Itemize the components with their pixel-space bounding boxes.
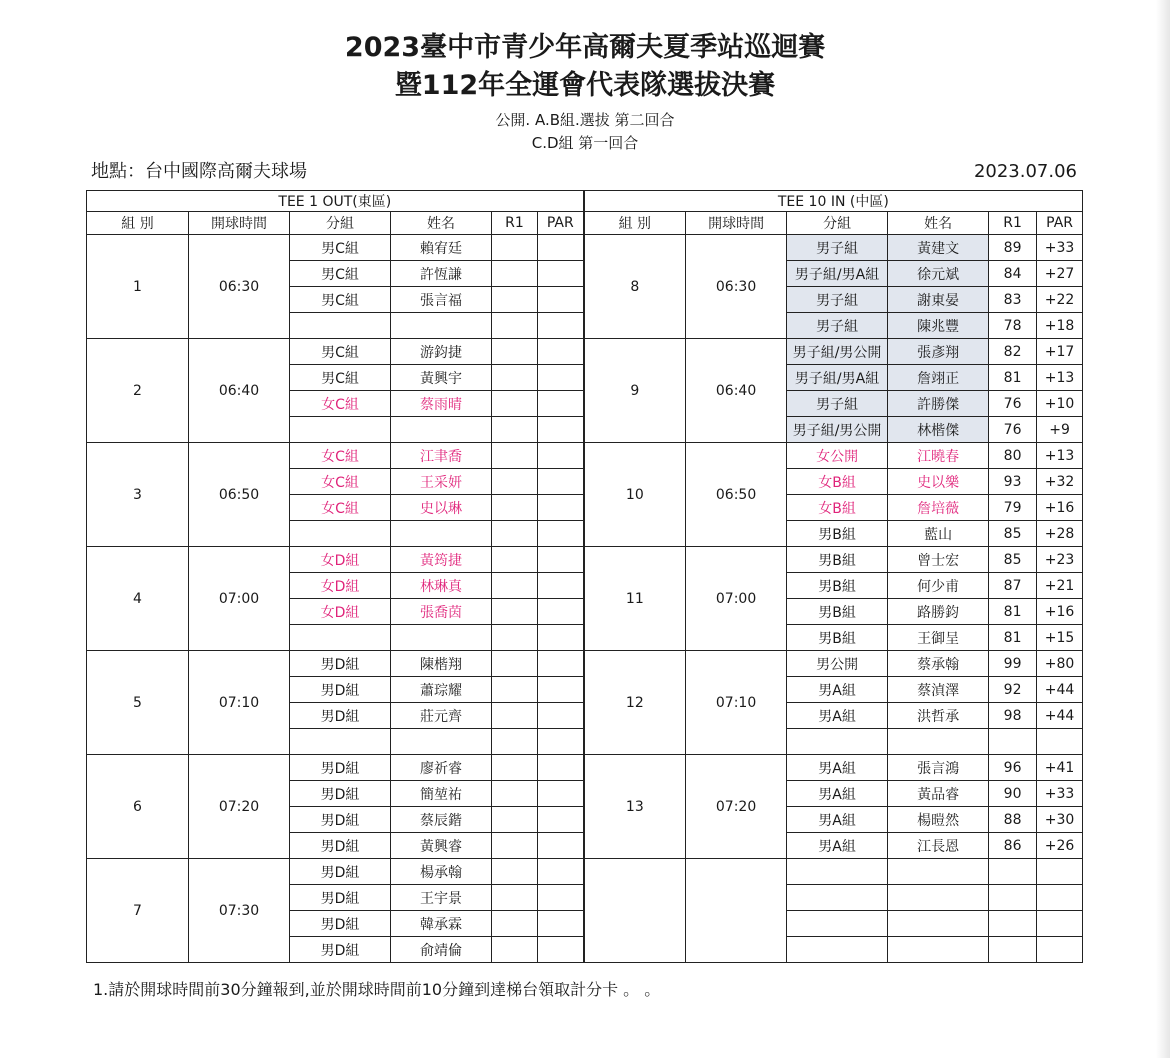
player-name: 蕭琮耀 bbox=[391, 677, 492, 703]
player-name: 江曉春 bbox=[888, 443, 989, 469]
player-division bbox=[787, 729, 888, 755]
player-par bbox=[538, 573, 584, 599]
tee-time: 06:30 bbox=[189, 235, 290, 339]
player-name: 洪哲承 bbox=[888, 703, 989, 729]
player-name: 江長恩 bbox=[888, 833, 989, 859]
player-division: 女C組 bbox=[290, 495, 391, 521]
tee-time: 07:10 bbox=[686, 651, 787, 755]
player-name: 王采妍 bbox=[391, 469, 492, 495]
player-r1-score bbox=[492, 469, 538, 495]
player-r1-score bbox=[492, 495, 538, 521]
player-r1-score: 89 bbox=[989, 235, 1037, 261]
player-name bbox=[888, 937, 989, 963]
tee-time: 07:20 bbox=[189, 755, 290, 859]
player-par: +9 bbox=[1037, 417, 1083, 443]
group-number: 1 bbox=[87, 235, 189, 339]
player-division: 男B組 bbox=[787, 573, 888, 599]
player-division: 男公開 bbox=[787, 651, 888, 677]
player-name: 張言鴻 bbox=[888, 755, 989, 781]
player-name: 楊暟然 bbox=[888, 807, 989, 833]
player-name: 莊元齊 bbox=[391, 703, 492, 729]
tee-time: 06:50 bbox=[686, 443, 787, 547]
player-par: +13 bbox=[1037, 365, 1083, 391]
player-r1-score: 96 bbox=[989, 755, 1037, 781]
player-division: 男A組 bbox=[787, 703, 888, 729]
player-division: 男子組/男公開 bbox=[787, 339, 888, 365]
round-info-line2: C.D組 第一回合 bbox=[531, 134, 639, 152]
tee-time: 07:30 bbox=[189, 859, 290, 963]
col-tee-time-left: 開球時間 bbox=[189, 212, 290, 235]
player-division: 男D組 bbox=[290, 885, 391, 911]
player-par: +30 bbox=[1037, 807, 1083, 833]
player-name: 蔡雨晴 bbox=[391, 391, 492, 417]
player-par bbox=[538, 599, 584, 625]
player-r1-score: 81 bbox=[989, 599, 1037, 625]
player-r1-score bbox=[492, 625, 538, 651]
player-division: 男C組 bbox=[290, 287, 391, 313]
group-number: 2 bbox=[87, 339, 189, 443]
player-name bbox=[391, 313, 492, 339]
player-division: 女C組 bbox=[290, 469, 391, 495]
player-par: +21 bbox=[1037, 573, 1083, 599]
player-par bbox=[538, 235, 584, 261]
player-par bbox=[538, 391, 584, 417]
player-r1-score: 76 bbox=[989, 391, 1037, 417]
player-name: 徐元斌 bbox=[888, 261, 989, 287]
player-name: 蔡承翰 bbox=[888, 651, 989, 677]
player-r1-score: 85 bbox=[989, 521, 1037, 547]
group-number: 5 bbox=[87, 651, 189, 755]
player-division: 男C組 bbox=[290, 235, 391, 261]
player-par bbox=[538, 261, 584, 287]
player-r1-score bbox=[492, 729, 538, 755]
player-name bbox=[888, 885, 989, 911]
page-title-line1: 2023臺中市青少年高爾夫夏季站巡迴賽 bbox=[344, 32, 826, 63]
player-name: 蔡辰鍇 bbox=[391, 807, 492, 833]
group-number: 6 bbox=[87, 755, 189, 859]
player-division: 男子組/男A組 bbox=[787, 365, 888, 391]
player-par: +44 bbox=[1037, 677, 1083, 703]
player-division: 男D組 bbox=[290, 651, 391, 677]
player-r1-score bbox=[492, 677, 538, 703]
table-row bbox=[87, 859, 1083, 885]
player-r1-score bbox=[492, 755, 538, 781]
player-par bbox=[1037, 859, 1083, 885]
player-division bbox=[290, 521, 391, 547]
player-division: 男B組 bbox=[787, 521, 888, 547]
player-par: +32 bbox=[1037, 469, 1083, 495]
player-name: 簡堃祐 bbox=[391, 781, 492, 807]
player-r1-score: 84 bbox=[989, 261, 1037, 287]
player-division: 男A組 bbox=[787, 755, 888, 781]
tee-time-schedule-table bbox=[86, 190, 1083, 963]
player-name: 黃興睿 bbox=[391, 833, 492, 859]
player-par bbox=[538, 443, 584, 469]
player-name: 曾士宏 bbox=[888, 547, 989, 573]
player-name bbox=[888, 729, 989, 755]
player-par: +41 bbox=[1037, 755, 1083, 781]
player-name bbox=[391, 625, 492, 651]
player-name: 廖祈睿 bbox=[391, 755, 492, 781]
col-tee-time-right: 開球時間 bbox=[686, 212, 787, 235]
player-r1-score bbox=[492, 391, 538, 417]
player-division: 男A組 bbox=[787, 677, 888, 703]
player-par: +28 bbox=[1037, 521, 1083, 547]
player-name: 謝東晏 bbox=[888, 287, 989, 313]
player-par: +13 bbox=[1037, 443, 1083, 469]
player-name: 陳兆豐 bbox=[888, 313, 989, 339]
player-r1-score bbox=[989, 885, 1037, 911]
player-par bbox=[538, 729, 584, 755]
player-par bbox=[538, 911, 584, 937]
player-par bbox=[538, 859, 584, 885]
player-par bbox=[538, 651, 584, 677]
tee-time: 07:10 bbox=[189, 651, 290, 755]
player-name: 許勝傑 bbox=[888, 391, 989, 417]
player-division: 男A組 bbox=[787, 833, 888, 859]
player-division: 女B組 bbox=[787, 469, 888, 495]
player-par: +23 bbox=[1037, 547, 1083, 573]
player-division: 男子組 bbox=[787, 391, 888, 417]
player-r1-score: 81 bbox=[989, 625, 1037, 651]
group-number bbox=[584, 859, 686, 963]
player-par bbox=[538, 287, 584, 313]
player-r1-score bbox=[492, 937, 538, 963]
table-row bbox=[87, 651, 1083, 677]
player-par bbox=[538, 781, 584, 807]
player-par bbox=[538, 469, 584, 495]
player-par: +16 bbox=[1037, 599, 1083, 625]
player-name: 黃筠捷 bbox=[391, 547, 492, 573]
table-row bbox=[87, 235, 1083, 261]
player-r1-score bbox=[492, 807, 538, 833]
player-r1-score bbox=[492, 547, 538, 573]
table-row bbox=[87, 443, 1083, 469]
player-division: 男子組/男公開 bbox=[787, 417, 888, 443]
player-division: 男A組 bbox=[787, 781, 888, 807]
col-par-right: PAR bbox=[1037, 212, 1083, 235]
tee-time: 07:20 bbox=[686, 755, 787, 859]
player-name: 藍山 bbox=[888, 521, 989, 547]
col-par-left: PAR bbox=[538, 212, 584, 235]
player-par bbox=[538, 885, 584, 911]
tee-time: 07:00 bbox=[686, 547, 787, 651]
player-division: 女D組 bbox=[290, 599, 391, 625]
player-name: 詹翊正 bbox=[888, 365, 989, 391]
player-par: +33 bbox=[1037, 235, 1083, 261]
player-division: 男B組 bbox=[787, 625, 888, 651]
player-par: +26 bbox=[1037, 833, 1083, 859]
player-division: 男D組 bbox=[290, 755, 391, 781]
player-r1-score bbox=[492, 651, 538, 677]
player-r1-score bbox=[492, 443, 538, 469]
venue-label: 地點：台中國際高爾夫球場 bbox=[91, 161, 307, 182]
page-edge-shadow bbox=[1156, 0, 1170, 1058]
player-division bbox=[787, 911, 888, 937]
col-name-right: 姓名 bbox=[888, 212, 989, 235]
player-r1-score bbox=[492, 521, 538, 547]
col-division-left: 分組 bbox=[290, 212, 391, 235]
player-r1-score: 92 bbox=[989, 677, 1037, 703]
player-name: 賴宥廷 bbox=[391, 235, 492, 261]
tee-time: 07:00 bbox=[189, 547, 290, 651]
player-r1-score: 98 bbox=[989, 703, 1037, 729]
player-par bbox=[538, 495, 584, 521]
player-par: +44 bbox=[1037, 703, 1083, 729]
player-division: 男A組 bbox=[787, 807, 888, 833]
player-division bbox=[290, 729, 391, 755]
tee-time: 06:40 bbox=[686, 339, 787, 443]
player-division bbox=[787, 937, 888, 963]
tee-time: 06:50 bbox=[189, 443, 290, 547]
player-name: 陳楷翔 bbox=[391, 651, 492, 677]
player-par bbox=[538, 755, 584, 781]
player-r1-score bbox=[492, 261, 538, 287]
player-name: 俞靖倫 bbox=[391, 937, 492, 963]
player-r1-score: 82 bbox=[989, 339, 1037, 365]
player-name: 何少甫 bbox=[888, 573, 989, 599]
player-r1-score: 93 bbox=[989, 469, 1037, 495]
player-name: 韓承霖 bbox=[391, 911, 492, 937]
player-division: 男子組 bbox=[787, 287, 888, 313]
player-par bbox=[538, 937, 584, 963]
player-division: 女D組 bbox=[290, 573, 391, 599]
player-par bbox=[538, 547, 584, 573]
page-title-line2: 暨112年全運會代表隊選拔決賽 bbox=[394, 70, 776, 101]
player-division: 女公開 bbox=[787, 443, 888, 469]
player-par bbox=[538, 703, 584, 729]
player-par bbox=[538, 339, 584, 365]
group-number: 11 bbox=[584, 547, 686, 651]
player-r1-score bbox=[492, 287, 538, 313]
player-par: +22 bbox=[1037, 287, 1083, 313]
player-r1-score bbox=[492, 573, 538, 599]
player-name: 游鈞捷 bbox=[391, 339, 492, 365]
group-number: 4 bbox=[87, 547, 189, 651]
player-division: 男子組 bbox=[787, 313, 888, 339]
player-division: 男C組 bbox=[290, 339, 391, 365]
player-name: 黃建文 bbox=[888, 235, 989, 261]
col-name-left: 姓名 bbox=[391, 212, 492, 235]
player-par: +17 bbox=[1037, 339, 1083, 365]
player-par bbox=[1037, 729, 1083, 755]
player-r1-score bbox=[492, 235, 538, 261]
player-r1-score: 88 bbox=[989, 807, 1037, 833]
player-division bbox=[290, 313, 391, 339]
player-name bbox=[888, 859, 989, 885]
player-r1-score: 79 bbox=[989, 495, 1037, 521]
player-division: 女B組 bbox=[787, 495, 888, 521]
col-division-right: 分組 bbox=[787, 212, 888, 235]
player-division: 女D組 bbox=[290, 547, 391, 573]
player-name bbox=[888, 911, 989, 937]
player-name: 張喬茵 bbox=[391, 599, 492, 625]
player-name: 蔡湞澤 bbox=[888, 677, 989, 703]
player-name: 史以琳 bbox=[391, 495, 492, 521]
player-r1-score bbox=[492, 911, 538, 937]
player-r1-score bbox=[492, 781, 538, 807]
player-r1-score: 86 bbox=[989, 833, 1037, 859]
group-number: 12 bbox=[584, 651, 686, 755]
player-division: 男C組 bbox=[290, 261, 391, 287]
player-division bbox=[290, 417, 391, 443]
player-r1-score bbox=[492, 365, 538, 391]
group-number: 7 bbox=[87, 859, 189, 963]
tee-1-out-header: TEE 1 OUT(東區) bbox=[87, 191, 584, 212]
player-r1-score: 90 bbox=[989, 781, 1037, 807]
tee-10-in-header: TEE 10 IN (中區) bbox=[584, 191, 1083, 212]
player-name: 張言福 bbox=[391, 287, 492, 313]
group-number: 3 bbox=[87, 443, 189, 547]
player-name bbox=[391, 417, 492, 443]
player-division: 男D組 bbox=[290, 911, 391, 937]
player-name: 楊承翰 bbox=[391, 859, 492, 885]
player-r1-score bbox=[989, 937, 1037, 963]
player-division: 男D組 bbox=[290, 937, 391, 963]
player-par bbox=[538, 677, 584, 703]
player-r1-score bbox=[492, 833, 538, 859]
group-number: 13 bbox=[584, 755, 686, 859]
player-par: +27 bbox=[1037, 261, 1083, 287]
group-number: 9 bbox=[584, 339, 686, 443]
player-r1-score bbox=[492, 313, 538, 339]
player-name: 許恆謙 bbox=[391, 261, 492, 287]
player-r1-score: 83 bbox=[989, 287, 1037, 313]
player-par: +80 bbox=[1037, 651, 1083, 677]
player-par: +15 bbox=[1037, 625, 1083, 651]
player-division bbox=[290, 625, 391, 651]
tee-time: 06:40 bbox=[189, 339, 290, 443]
player-division: 男D組 bbox=[290, 677, 391, 703]
table-row bbox=[87, 547, 1083, 573]
player-r1-score: 99 bbox=[989, 651, 1037, 677]
col-group-left: 組 別 bbox=[87, 212, 189, 235]
player-r1-score: 81 bbox=[989, 365, 1037, 391]
player-division: 男子組 bbox=[787, 235, 888, 261]
player-name bbox=[391, 521, 492, 547]
schedule-body bbox=[87, 235, 1083, 963]
player-division: 男B組 bbox=[787, 599, 888, 625]
player-par bbox=[1037, 911, 1083, 937]
player-r1-score: 85 bbox=[989, 547, 1037, 573]
player-name bbox=[391, 729, 492, 755]
table-row bbox=[87, 755, 1083, 781]
player-r1-score bbox=[492, 599, 538, 625]
player-r1-score bbox=[492, 703, 538, 729]
player-name: 林琳真 bbox=[391, 573, 492, 599]
player-division bbox=[787, 885, 888, 911]
tee-time: 06:30 bbox=[686, 235, 787, 339]
player-division: 男D組 bbox=[290, 781, 391, 807]
player-r1-score: 80 bbox=[989, 443, 1037, 469]
player-par: +10 bbox=[1037, 391, 1083, 417]
player-division: 男D組 bbox=[290, 859, 391, 885]
group-number: 8 bbox=[584, 235, 686, 339]
player-name: 黃品睿 bbox=[888, 781, 989, 807]
player-r1-score: 76 bbox=[989, 417, 1037, 443]
player-r1-score bbox=[492, 339, 538, 365]
player-r1-score: 78 bbox=[989, 313, 1037, 339]
col-group-right: 組 別 bbox=[584, 212, 686, 235]
player-division: 男B組 bbox=[787, 547, 888, 573]
player-name: 王宇景 bbox=[391, 885, 492, 911]
col-r1-right: R1 bbox=[989, 212, 1037, 235]
player-par: +18 bbox=[1037, 313, 1083, 339]
player-division: 女C組 bbox=[290, 391, 391, 417]
player-division: 男子組/男A組 bbox=[787, 261, 888, 287]
player-par: +16 bbox=[1037, 495, 1083, 521]
player-par bbox=[538, 365, 584, 391]
event-date: 2023.07.06 bbox=[973, 161, 1077, 182]
player-division: 男C組 bbox=[290, 365, 391, 391]
table-row bbox=[87, 339, 1083, 365]
round-info-line1: 公開. A.B組.選拔 第二回合 bbox=[495, 111, 675, 129]
player-r1-score bbox=[989, 859, 1037, 885]
player-division: 女C組 bbox=[290, 443, 391, 469]
player-name: 林楷傑 bbox=[888, 417, 989, 443]
player-r1-score bbox=[989, 729, 1037, 755]
player-par: +33 bbox=[1037, 781, 1083, 807]
player-name: 路勝鈞 bbox=[888, 599, 989, 625]
player-name: 詹培薇 bbox=[888, 495, 989, 521]
player-r1-score bbox=[492, 885, 538, 911]
player-division: 男D組 bbox=[290, 807, 391, 833]
player-par bbox=[538, 807, 584, 833]
player-r1-score: 87 bbox=[989, 573, 1037, 599]
player-name: 江聿喬 bbox=[391, 443, 492, 469]
player-par bbox=[538, 625, 584, 651]
player-par bbox=[538, 521, 584, 547]
player-par bbox=[1037, 885, 1083, 911]
player-par bbox=[538, 313, 584, 339]
player-division: 男D組 bbox=[290, 703, 391, 729]
footnote: 1.請於開球時間前30分鐘報到,並於開球時間前10分鐘到達梯台領取計分卡 。 。 bbox=[93, 980, 661, 999]
player-division bbox=[787, 859, 888, 885]
player-name: 黃興宇 bbox=[391, 365, 492, 391]
player-name: 王御呈 bbox=[888, 625, 989, 651]
player-division: 男D組 bbox=[290, 833, 391, 859]
player-par bbox=[538, 417, 584, 443]
col-r1-left: R1 bbox=[492, 212, 538, 235]
tee-time bbox=[686, 859, 787, 963]
player-name: 史以樂 bbox=[888, 469, 989, 495]
player-r1-score bbox=[989, 911, 1037, 937]
player-name: 張彥翔 bbox=[888, 339, 989, 365]
player-par bbox=[1037, 937, 1083, 963]
player-r1-score bbox=[492, 859, 538, 885]
group-number: 10 bbox=[584, 443, 686, 547]
player-par bbox=[538, 833, 584, 859]
player-r1-score bbox=[492, 417, 538, 443]
